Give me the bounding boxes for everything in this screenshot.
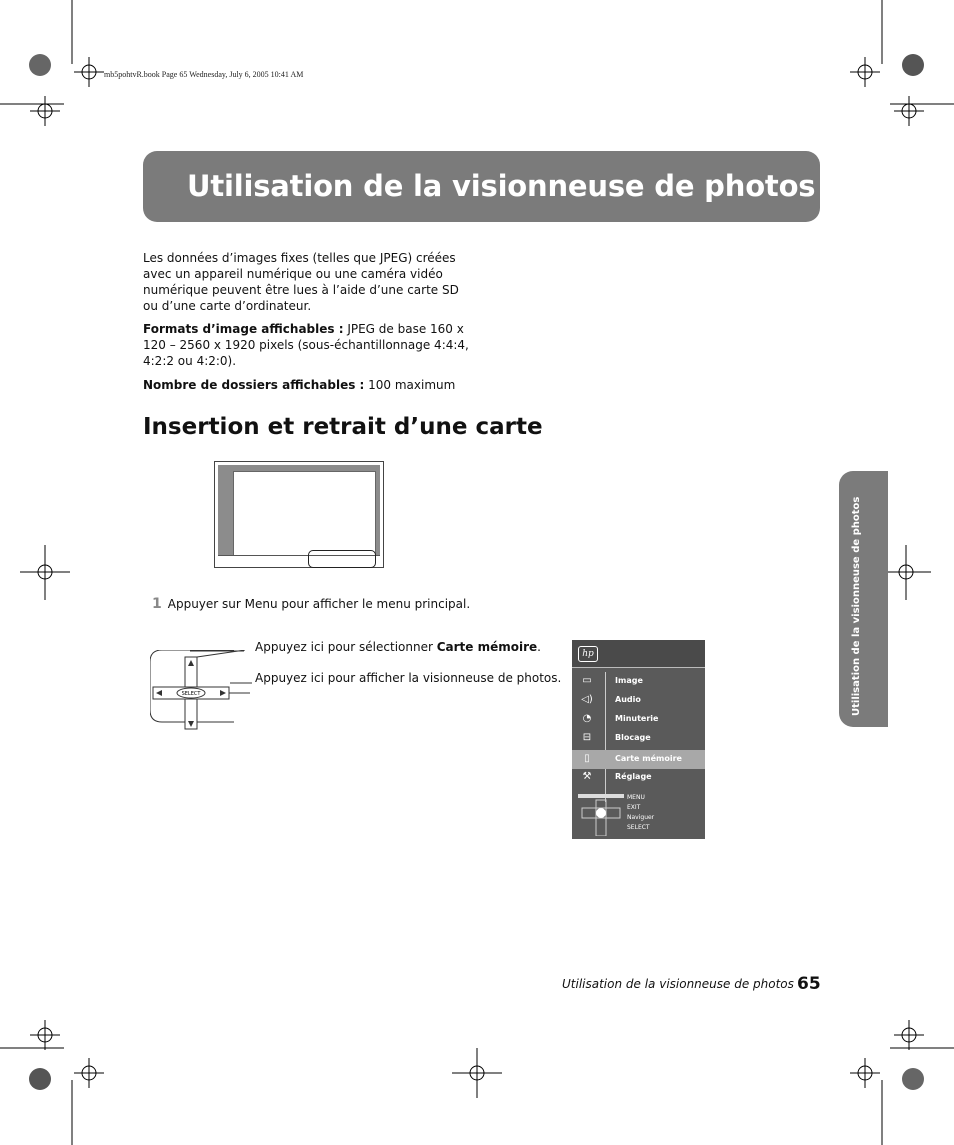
menu-item-audio[interactable] <box>572 691 705 710</box>
footer-chapter: Utilisation de la visionneuse de photos <box>562 977 794 991</box>
menu-legend <box>572 792 705 839</box>
menu-item-label: Audio <box>615 695 641 704</box>
tv-frame <box>218 465 380 558</box>
step-number: 1 <box>152 596 162 612</box>
formats-paragraph <box>143 321 473 369</box>
menu-item-minuterie[interactable] <box>572 710 705 729</box>
legend-select: SELECT <box>627 824 650 831</box>
menu-item-label: Réglage <box>615 772 652 781</box>
menu-item-reglage[interactable] <box>572 768 705 787</box>
page-title: Utilisation de la visionneuse de photos <box>187 169 816 203</box>
legend-exit: EXIT <box>627 804 641 811</box>
speaker-icon: ◁) <box>581 694 593 705</box>
callout-lines <box>190 640 260 690</box>
callout-1-end: . <box>537 640 541 654</box>
step-text: Appuyer sur Menu pour afficher le menu principal. <box>167 597 471 611</box>
onscreen-menu <box>572 640 705 839</box>
menu-header <box>572 640 705 668</box>
title-band <box>143 151 820 222</box>
callout-open-viewer: Appuyez ici pour afficher la visionneuse de photos. <box>255 671 562 685</box>
menu-item-label: Minuterie <box>615 714 659 723</box>
menu-item-image[interactable] <box>572 672 705 691</box>
timer-icon: ◔ <box>582 713 592 724</box>
folders-text: 100 maximum <box>364 378 456 392</box>
card-icon: ▯ <box>584 753 590 764</box>
tv-screen <box>233 471 376 557</box>
lock-icon: ⊟ <box>582 732 592 743</box>
menu-item-carte-memoire[interactable] <box>572 750 705 769</box>
side-tab-label: Utilisation de la visionneuse de photos <box>851 496 862 716</box>
tv-illustration <box>214 461 384 568</box>
legend-menu: MENU <box>627 794 645 801</box>
step-1 <box>152 596 470 612</box>
legend-navigate: Naviguer <box>627 814 655 821</box>
picture-icon: ▭ <box>582 675 592 686</box>
hp-logo: hp <box>578 646 598 662</box>
side-tab <box>839 471 888 727</box>
folders-paragraph <box>143 377 483 393</box>
folders-label: Nombre de dossiers affichables : <box>143 378 365 392</box>
header-meta: mb5pohtvR.book Page 65 Wednesday, July 6, 2005 10:41 AM <box>104 70 304 79</box>
menu-item-blocage[interactable] <box>572 729 705 748</box>
page-number: 65 <box>797 974 821 994</box>
menu-item-label: Blocage <box>615 733 651 742</box>
formats-label: Formats d’image affichables : <box>143 322 344 336</box>
callout-1-bold: Carte mémoire <box>436 640 538 654</box>
remote-select-label: SELECT <box>181 691 201 697</box>
card-slot-callout <box>308 550 376 568</box>
menu-item-label: Image <box>615 676 643 685</box>
section-title: Insertion et retrait d’une carte <box>143 414 543 440</box>
wrench-icon: ⚒ <box>582 771 592 782</box>
callout-select-card <box>255 640 541 654</box>
mini-dpad-icon <box>578 794 624 836</box>
callout-1-text: Appuyez ici pour sélectionner <box>255 640 437 654</box>
intro-paragraph: Les données d’images fixes (telles que JPEG) créées avec un appareil numérique ou une caméra vidéo numérique peuvent être lues à l’aide d’une carte SD ou d’une carte d’ordinateur. <box>143 251 459 313</box>
menu-item-label: Carte mémoire <box>615 754 682 763</box>
formats-text: JPEG de base 160 x 120 – 2560 x 1920 pixels (sous-échantillonnage 4:4:4, 4:2:2 ou 4:2:0). <box>143 322 469 368</box>
